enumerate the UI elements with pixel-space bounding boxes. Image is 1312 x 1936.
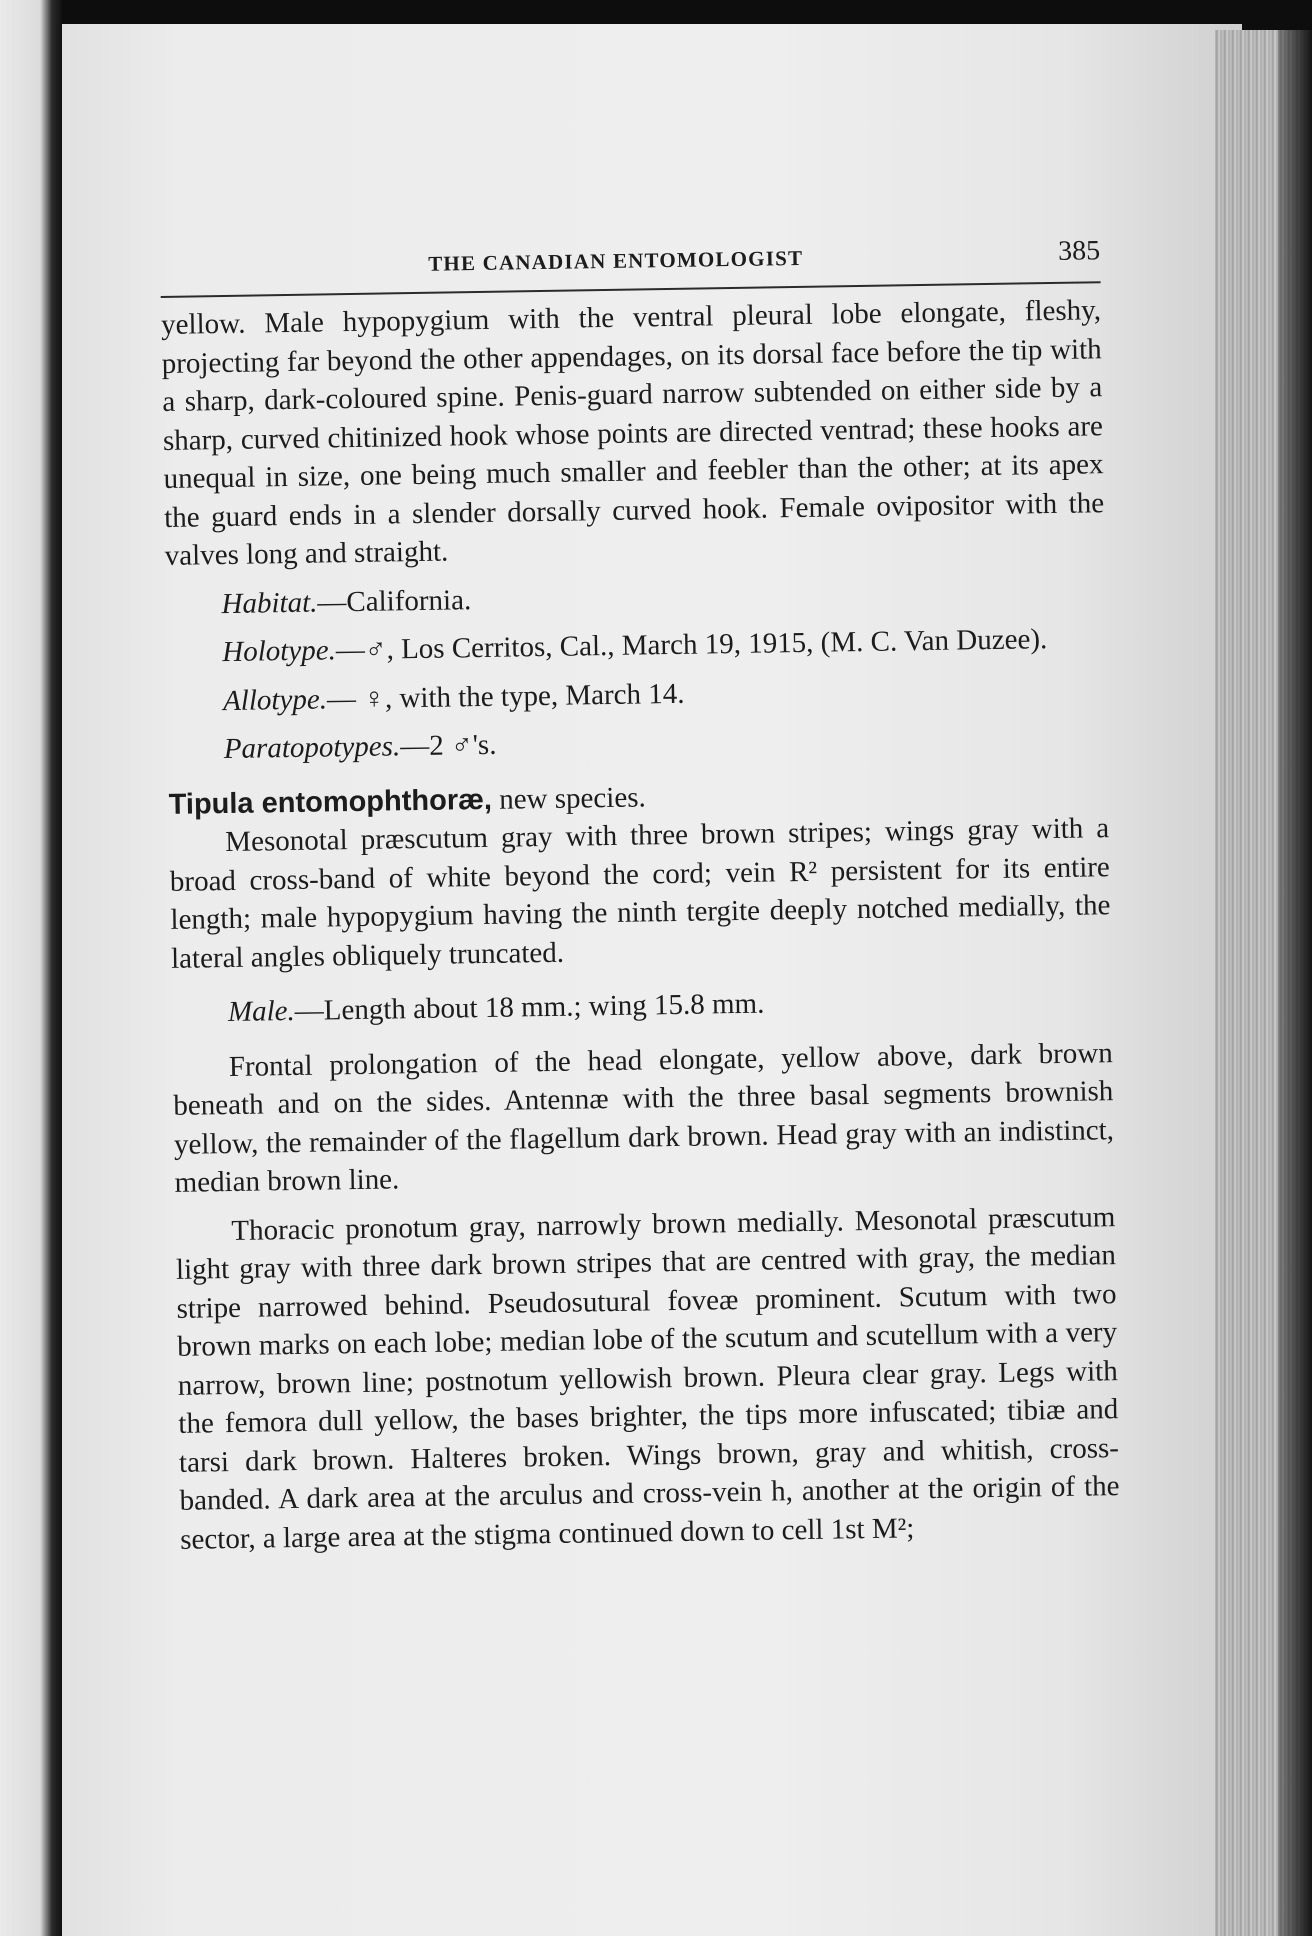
holotype-label: Holotype. xyxy=(222,634,337,669)
habitat-line xyxy=(165,571,1105,624)
holotype-line xyxy=(166,619,1106,672)
journal-title: THE CANADIAN ENTOMOLOGIST xyxy=(428,245,804,276)
paratopotypes-label: Paratopotypes. xyxy=(223,730,401,766)
paragraph-diagnosis: Mesonotal præscutum gray with three brown stripes; wings gray with a broad cross-band of white beyond the cord; vein R² persistent for its entire length; male hypopygium having the ninth tergite deeply notched medially, the lateral angles obliquely truncated. xyxy=(169,812,1111,975)
species-suffix: new species. xyxy=(491,780,646,816)
paragraph-head: Frontal prolongation of the head elongate, yellow above, dark brown beneath and on the sides. Antennæ with the three basal segments brownish yellow, the remainder of the flagellum dark brown. Head gray with an indistinct, median brown line. xyxy=(173,1036,1115,1199)
habitat-label: Habitat. xyxy=(221,586,318,620)
paragraph-hypopygium: yellow. Male hypopygium with the ventral pleural lobe elongate, fleshy, projecting far beyond the other appendages, on its dorsal face before the tip with a sharp, dark-coloured spine. Penis-guard narrow subtended on either side by a sharp, curved chitinized hook whose points are directed ventrad; these hooks are unequal in size, one being much smaller and feebler than the other; at its apex the guard ends in a slender dorsally curved hook. Female ovipositor with the valves long and straight. xyxy=(160,294,1105,572)
page-stack-edges xyxy=(1215,30,1312,1936)
page-text-block xyxy=(160,237,1120,1559)
paragraph-thorax: Thoracic pronotum gray, narrowly brown medially. Mesonotal præscutum light gray with three dark brown stripes that are centred with gray, the median stripe narrowed behind. Pseudosutural foveæ prominent. Scutum with two brown marks on each lobe; median lobe of the scutum and scutellum with a very narrow, brown line; postnotum yellowish brown. Pleura clear gray. Legs with the femora dull yellow, the bases brighter, the tips more infuscated; tibiæ and tarsi dark brown. Halteres broken. Wings brown, gray and whitish, cross-banded. A dark area at the arculus and cross-vein h, another at the origin of the sector, a large area at the stigma continued down to cell 1st M²; xyxy=(175,1200,1120,1556)
page-number: 385 xyxy=(1057,235,1101,267)
facing-page-edge xyxy=(0,0,62,1936)
allotype-label: Allotype. xyxy=(222,682,328,717)
species-name: Tipula entomophthoræ, xyxy=(168,783,493,821)
habitat-text: —California. xyxy=(317,583,472,619)
body-text xyxy=(161,291,1121,1559)
paratopotypes-text: —2 ♂'s. xyxy=(399,728,497,763)
paratopotypes-line xyxy=(168,716,1108,769)
male-label: Male. xyxy=(227,994,296,1029)
holotype-text: —♂, Los Cerritos, Cal., March 19, 1915, (M. C. Van Duzee). xyxy=(335,623,1048,667)
male-text: —Length about 18 mm.; wing 15.8 mm. xyxy=(294,987,765,1027)
allotype-text: — ♀, with the type, March 14. xyxy=(326,677,685,715)
male-line xyxy=(172,979,1112,1032)
allotype-line xyxy=(167,668,1107,721)
